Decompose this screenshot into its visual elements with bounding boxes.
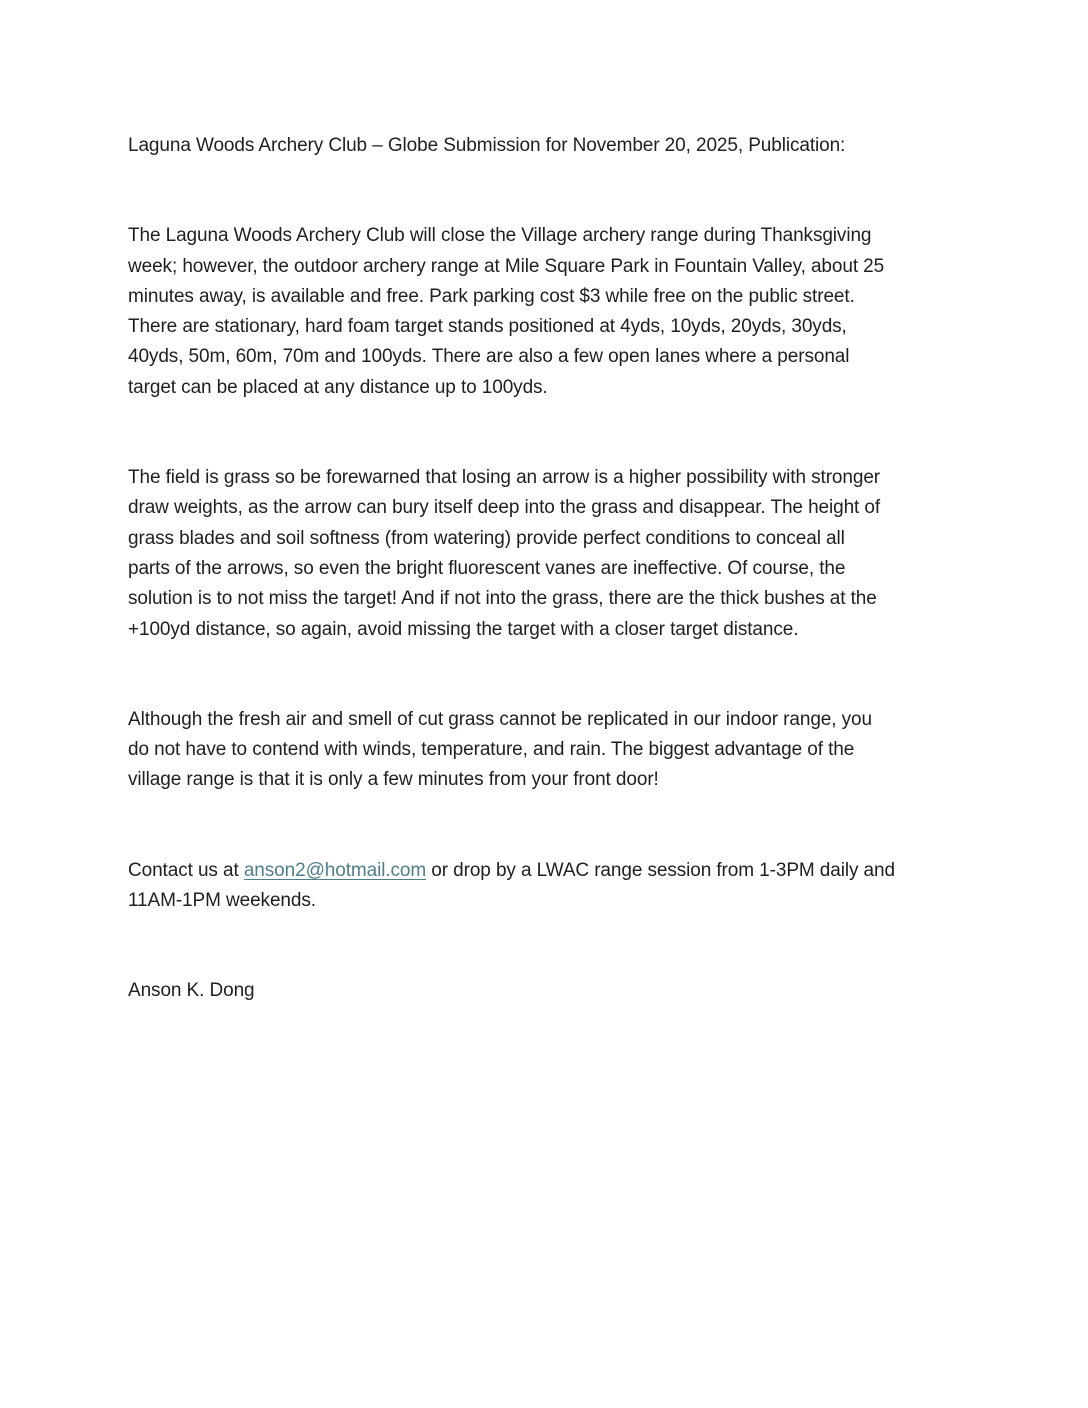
paragraph-grass-field bbox=[128, 463, 961, 645]
text-line bbox=[128, 856, 961, 886]
text-line: target can be placed at any distance up to 100yds. bbox=[128, 376, 548, 398]
paragraph-indoor-advantage bbox=[128, 705, 961, 796]
document-title: Laguna Woods Archery Club – Globe Submission for November 20, 2025, Publication: bbox=[128, 135, 846, 156]
paragraph-contact bbox=[128, 856, 961, 917]
text-line: minutes away, is available and free. Park parking cost $3 while free on the public street. bbox=[128, 285, 855, 307]
contact-text-after-link: or drop by a LWAC range session from 1-3PM daily and bbox=[426, 859, 895, 881]
text-line: Although the fresh air and smell of cut grass cannot be replicated in our indoor range, you bbox=[128, 708, 872, 730]
text-line: The field is grass so be forewarned that losing an arrow is a higher possibility with stronger bbox=[128, 467, 881, 489]
email-link[interactable]: anson2@hotmail.com bbox=[243, 859, 427, 881]
text-line: solution is to not miss the target! And if not into the grass, there are the thick bushes at the bbox=[128, 588, 877, 610]
text-line: village range is that it is only a few minutes from your front door! bbox=[128, 769, 659, 791]
text-line: draw weights, as the arrow can bury itself deep into the grass and disappear. The height of bbox=[128, 497, 881, 519]
paragraph-range-closure bbox=[128, 221, 961, 403]
text-line: parts of the arrows, so even the bright fluorescent vanes are ineffective. Of course, the bbox=[128, 557, 846, 579]
text-line: The Laguna Woods Archery Club will close the Village archery range during Thanksgiving bbox=[128, 225, 872, 247]
text-line: There are stationary, hard foam target stands positioned at 4yds, 10yds, 20yds, 30yds, bbox=[128, 316, 847, 338]
text-line: 11AM-1PM weekends. bbox=[128, 890, 316, 912]
text-line: grass blades and soil softness (from watering) provide perfect conditions to conceal all bbox=[128, 527, 845, 549]
signature-line: Anson K. Dong bbox=[128, 980, 255, 1002]
contact-text-before-link: Contact us at bbox=[128, 859, 244, 881]
text-line: week; however, the outdoor archery range at Mile Square Park in Fountain Valley, about 25 bbox=[128, 255, 885, 277]
text-line: 40yds, 50m, 60m, 70m and 100yds. There are also a few open lanes where a personal bbox=[128, 346, 850, 368]
text-line: do not have to contend with winds, temperature, and rain. The biggest advantage of the bbox=[128, 739, 855, 761]
text-line: +100yd distance, so again, avoid missing the target with a closer target distance. bbox=[128, 618, 799, 640]
